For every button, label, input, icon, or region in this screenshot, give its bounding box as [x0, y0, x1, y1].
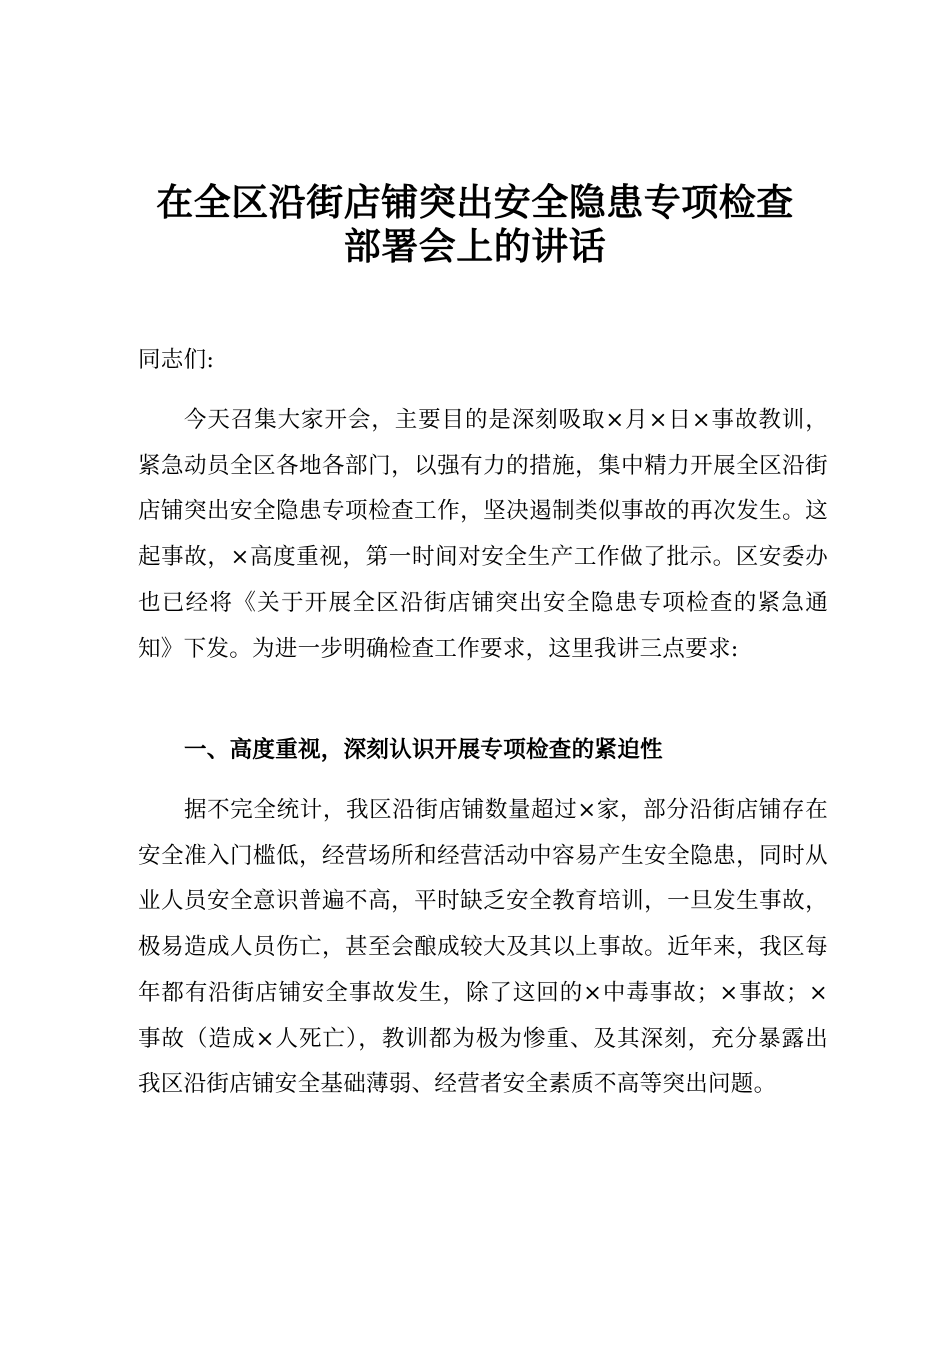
- section-heading-1: 一、高度重视，深刻认识开展专项检查的紧迫性: [184, 737, 663, 763]
- paragraph-intro: 今天召集大家开会，主要目的是深刻吸取×月×日×事故教训，紧急动员全区各地各部门，以强有力的措施，集中精力开展全区沿街店铺突出安全隐患专项检查工作，坚决遏制类似事故的再次发生。这起事故，×高度重视，第一时间对安全生产工作做了批示。区安委办也已经将《关于开展全区沿街店铺突出安全隐患专项检查的紧急通知》下发。为进一步明确检查工作要求，这里我讲三点要求:: [138, 407, 828, 662]
- salutation: 同志们:: [138, 347, 215, 373]
- paragraph-section-1: 据不完全统计，我区沿街店铺数量超过×家，部分沿街店铺存在安全准入门槛低，经营场所和经营活动中容易产生安全隐患，同时从业人员安全意识普遍不高，平时缺乏安全教育培训，一旦发生事故，极易造成人员伤亡，甚至会酿成较大及其以上事故。近年来，我区每年都有沿街店铺安全事故发生，除了这回的×中毒事故；×事故；×事故（造成×人死亡），教训都为极为惨重、及其深刻，充分暴露出我区沿街店铺安全基础薄弱、经营者安全素质不高等突出问题。: [138, 797, 828, 1098]
- document-title-line-2: 部署会上的讲话: [343, 224, 607, 268]
- document-title-line-1: 在全区沿街店铺突出安全隐患专项检查: [156, 180, 794, 224]
